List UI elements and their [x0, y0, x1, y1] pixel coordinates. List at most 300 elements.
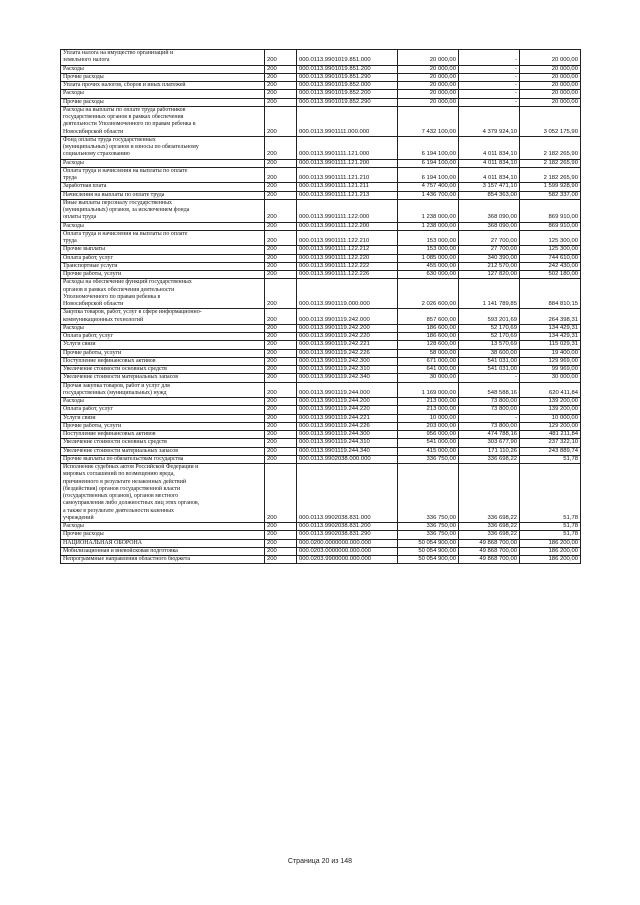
- row-exec-cell: 49 868 700,00: [459, 547, 520, 555]
- row-plan-cell: 671 000,00: [398, 357, 459, 365]
- row-plan-cell: 186 600,00: [398, 333, 459, 341]
- row-code-cell: 200: [265, 309, 297, 325]
- row-plan-cell: 541 000,00: [398, 439, 459, 447]
- table-row: [61, 106, 581, 136]
- row-name-cell: Иные выплаты персоналу государственных (муниципальных) органов, за исключением фонда оплаты труда: [61, 199, 265, 222]
- row-plan-cell: 20 000,00: [398, 82, 459, 90]
- row-kbk-cell: 000.0113.9902038.831.000: [297, 464, 398, 523]
- table-row: [61, 191, 581, 199]
- table-row: [61, 73, 581, 81]
- row-name-cell: Расходы на выплаты по оплате труда работников государственных органов в рамках обеспечения деятельности Уполномоченного по правам ребенка в Новосибирской области: [61, 106, 265, 136]
- row-code-cell: 200: [265, 230, 297, 246]
- table-row: [61, 279, 581, 309]
- row-name-cell: Оплата работ, услуг: [61, 333, 265, 341]
- table-row: [61, 309, 581, 325]
- row-rest-cell: 744 610,00: [520, 254, 581, 262]
- row-kbk-cell: 000.0113.9901119.244.000: [297, 382, 398, 398]
- row-code-cell: 200: [265, 98, 297, 106]
- table-row: [61, 374, 581, 382]
- row-kbk-cell: 000.0113.9901111.121.200: [297, 159, 398, 167]
- table-row: [61, 547, 581, 555]
- row-plan-cell: 213 000,00: [398, 398, 459, 406]
- row-exec-cell: -: [459, 73, 520, 81]
- row-kbk-cell: 000.0113.9901111.122.200: [297, 222, 398, 230]
- row-kbk-cell: 000.0113.9901119.242.340: [297, 374, 398, 382]
- table-row: [61, 333, 581, 341]
- row-exec-cell: 212 570,00: [459, 262, 520, 270]
- row-code-cell: 200: [265, 366, 297, 374]
- row-rest-cell: 134 429,31: [520, 333, 581, 341]
- row-code-cell: 200: [265, 464, 297, 523]
- row-kbk-cell: 000.0113.9902038.000.000: [297, 455, 398, 463]
- row-rest-cell: 869 910,00: [520, 199, 581, 222]
- table-row: [61, 556, 581, 564]
- row-kbk-cell: 000.0113.9901119.242.221: [297, 341, 398, 349]
- row-name-cell: Уплата прочих налогов, сборов и иных платежей: [61, 82, 265, 90]
- row-kbk-cell: 000.0113.9901019.852.000: [297, 82, 398, 90]
- row-rest-cell: 30 000,00: [520, 374, 581, 382]
- row-plan-cell: 1 436 700,00: [398, 191, 459, 199]
- row-rest-cell: 139 200,00: [520, 406, 581, 414]
- page-footer: Страница 20 из 148: [287, 858, 353, 865]
- row-kbk-cell: 000.0113.9901111.121.211: [297, 183, 398, 191]
- row-code-cell: 200: [265, 73, 297, 81]
- row-exec-cell: 541 031,00: [459, 357, 520, 365]
- row-code-cell: 200: [265, 398, 297, 406]
- table-row: [61, 222, 581, 230]
- row-name-cell: Поступление нефинансовых активов: [61, 357, 265, 365]
- row-name-cell: Оплата труда и начисления на выплаты по оплате труда: [61, 167, 265, 183]
- row-exec-cell: 73 800,00: [459, 422, 520, 430]
- row-plan-cell: 1 085 000,00: [398, 254, 459, 262]
- row-name-cell: Расходы на обеспечение функций государственных органов в рамках обеспечения деятельности Уполномоченного по правам ребенка в Новосибирской области: [61, 279, 265, 309]
- row-code-cell: 200: [265, 455, 297, 463]
- row-plan-cell: 455 000,00: [398, 262, 459, 270]
- row-name-cell: Исполнение судебных актов Российской Федерации и мировых соглашений по возмещению вреда, причиненного в результате незаконных действий (бездействия) органов государственной власти (государственных органов), органов местного самоуправления либо должностных лиц этих органов, а также в результате деятельности казенных учреждений: [61, 464, 265, 523]
- row-plan-cell: 336 750,00: [398, 531, 459, 539]
- table-row: [61, 98, 581, 106]
- row-name-cell: Услуги связи: [61, 414, 265, 422]
- row-name-cell: Оплата работ, услуг: [61, 406, 265, 414]
- row-kbk-cell: 000.0113.9901019.852.290: [297, 98, 398, 106]
- row-exec-cell: 548 588,16: [459, 382, 520, 398]
- row-exec-cell: -: [459, 414, 520, 422]
- row-kbk-cell: 000.0113.9902038.831.200: [297, 523, 398, 531]
- row-name-cell: Расходы: [61, 65, 265, 73]
- row-kbk-cell: 000.0113.9901119.244.226: [297, 422, 398, 430]
- row-rest-cell: 20 000,00: [520, 73, 581, 81]
- row-rest-cell: 186 200,00: [520, 556, 581, 564]
- row-code-cell: 200: [265, 106, 297, 136]
- row-name-cell: Уплата налога на имущество организаций и земельного налога: [61, 50, 265, 66]
- row-rest-cell: 2 182 265,90: [520, 136, 581, 159]
- row-kbk-cell: 000.0203.9900000.000.000: [297, 556, 398, 564]
- row-rest-cell: 186 200,00: [520, 539, 581, 547]
- table-row: [61, 431, 581, 439]
- row-rest-cell: 139 200,00: [520, 398, 581, 406]
- row-rest-cell: 125 300,00: [520, 246, 581, 254]
- row-rest-cell: 502 180,00: [520, 271, 581, 279]
- row-name-cell: Мобилизационная и вневойсковая подготовка: [61, 547, 265, 555]
- row-name-cell: Прочие расходы: [61, 73, 265, 81]
- row-code-cell: 200: [265, 82, 297, 90]
- row-plan-cell: 128 600,00: [398, 341, 459, 349]
- table-row: [61, 455, 581, 463]
- row-exec-cell: -: [459, 374, 520, 382]
- row-rest-cell: 186 200,00: [520, 547, 581, 555]
- table-row: [61, 230, 581, 246]
- row-plan-cell: 1 238 000,00: [398, 199, 459, 222]
- table-row: [61, 414, 581, 422]
- row-rest-cell: 51,78: [520, 455, 581, 463]
- row-exec-cell: 49 868 700,00: [459, 556, 520, 564]
- row-code-cell: 200: [265, 183, 297, 191]
- row-code-cell: 200: [265, 279, 297, 309]
- row-name-cell: Увеличение стоимости основных средств: [61, 439, 265, 447]
- row-kbk-cell: 000.0113.9901111.122.220: [297, 254, 398, 262]
- row-code-cell: 200: [265, 431, 297, 439]
- row-kbk-cell: 000.0113.9901119.244.310: [297, 439, 398, 447]
- row-plan-cell: 50 054 900,00: [398, 556, 459, 564]
- row-name-cell: Оплата работ, услуг: [61, 254, 265, 262]
- row-rest-cell: 1 599 928,90: [520, 183, 581, 191]
- table-row: [61, 406, 581, 414]
- row-code-cell: 200: [265, 447, 297, 455]
- row-exec-cell: 336 698,22: [459, 464, 520, 523]
- row-kbk-cell: 000.0113.9901119.242.000: [297, 309, 398, 325]
- row-exec-cell: 368 090,00: [459, 222, 520, 230]
- row-rest-cell: 51,78: [520, 464, 581, 523]
- row-exec-cell: 73 800,00: [459, 398, 520, 406]
- table-row: [61, 382, 581, 398]
- row-plan-cell: 7 432 100,00: [398, 106, 459, 136]
- row-plan-cell: 336 750,00: [398, 523, 459, 531]
- row-name-cell: Расходы: [61, 90, 265, 98]
- row-rest-cell: 2 182 265,90: [520, 159, 581, 167]
- row-rest-cell: 20 000,00: [520, 90, 581, 98]
- row-rest-cell: 3 052 175,90: [520, 106, 581, 136]
- row-code-cell: 200: [265, 374, 297, 382]
- row-name-cell: Прочие работы, услуги: [61, 271, 265, 279]
- row-exec-cell: 38 600,00: [459, 349, 520, 357]
- table-row: [61, 199, 581, 222]
- row-code-cell: 200: [265, 539, 297, 547]
- row-plan-cell: 186 600,00: [398, 324, 459, 332]
- row-name-cell: Расходы: [61, 222, 265, 230]
- row-kbk-cell: 000.0113.9901019.852.200: [297, 90, 398, 98]
- row-exec-cell: 27 700,00: [459, 246, 520, 254]
- row-code-cell: 200: [265, 556, 297, 564]
- table-row: [61, 271, 581, 279]
- row-rest-cell: 10 000,00: [520, 414, 581, 422]
- row-kbk-cell: 000.0113.9901119.242.220: [297, 333, 398, 341]
- table-row: [61, 539, 581, 547]
- table-row: [61, 183, 581, 191]
- row-code-cell: 200: [265, 254, 297, 262]
- row-exec-cell: 336 698,22: [459, 531, 520, 539]
- row-kbk-cell: 000.0113.9901119.000.000: [297, 279, 398, 309]
- row-kbk-cell: 000.0113.9901119.244.220: [297, 406, 398, 414]
- row-name-cell: Увеличение стоимости материальных запасов: [61, 374, 265, 382]
- row-name-cell: Оплата труда и начисления на выплаты по оплате труда: [61, 230, 265, 246]
- row-name-cell: Фонд оплаты труда государственных (муниципальных) органов и взносы по обязательному социальному страхованию: [61, 136, 265, 159]
- row-plan-cell: 20 000,00: [398, 90, 459, 98]
- row-rest-cell: 264 398,31: [520, 309, 581, 325]
- table-row: [61, 324, 581, 332]
- row-rest-cell: 237 322,10: [520, 439, 581, 447]
- row-code-cell: 200: [265, 349, 297, 357]
- row-rest-cell: 99 969,00: [520, 366, 581, 374]
- row-plan-cell: 20 000,00: [398, 50, 459, 66]
- row-code-cell: 200: [265, 414, 297, 422]
- row-exec-cell: 27 700,00: [459, 230, 520, 246]
- row-plan-cell: 20 000,00: [398, 65, 459, 73]
- row-exec-cell: -: [459, 98, 520, 106]
- row-kbk-cell: 000.0113.9901019.851.000: [297, 50, 398, 66]
- row-code-cell: 200: [265, 167, 297, 183]
- row-kbk-cell: 000.0113.9901019.851.200: [297, 65, 398, 73]
- row-plan-cell: 641 000,00: [398, 366, 459, 374]
- row-name-cell: Прочие выплаты: [61, 246, 265, 254]
- row-plan-cell: 10 000,00: [398, 414, 459, 422]
- row-plan-cell: 415 000,00: [398, 447, 459, 455]
- row-kbk-cell: 000.0113.9901111.122.226: [297, 271, 398, 279]
- row-code-cell: 200: [265, 65, 297, 73]
- row-code-cell: 200: [265, 271, 297, 279]
- budget-table-body: [61, 50, 581, 564]
- row-exec-cell: 127 820,00: [459, 271, 520, 279]
- row-plan-cell: 50 054 900,00: [398, 539, 459, 547]
- row-kbk-cell: 000.0113.9901119.242.310: [297, 366, 398, 374]
- row-exec-cell: 4 011 834,10: [459, 167, 520, 183]
- row-rest-cell: 51,78: [520, 523, 581, 531]
- row-kbk-cell: 000.0113.9901111.122.222: [297, 262, 398, 270]
- row-kbk-cell: 000.0113.9901111.121.000: [297, 136, 398, 159]
- row-plan-cell: 1 238 000,00: [398, 222, 459, 230]
- table-row: [61, 422, 581, 430]
- row-rest-cell: 243 889,74: [520, 447, 581, 455]
- row-exec-cell: -: [459, 65, 520, 73]
- row-exec-cell: 340 390,00: [459, 254, 520, 262]
- row-rest-cell: 134 429,31: [520, 324, 581, 332]
- row-exec-cell: -: [459, 82, 520, 90]
- row-rest-cell: 869 910,00: [520, 222, 581, 230]
- row-rest-cell: 129 969,00: [520, 357, 581, 365]
- row-name-cell: Увеличение стоимости материальных запасов: [61, 447, 265, 455]
- row-code-cell: 200: [265, 246, 297, 254]
- row-kbk-cell: 000.0113.9901111.122.212: [297, 246, 398, 254]
- row-name-cell: Прочие работы, услуги: [61, 349, 265, 357]
- row-code-cell: 200: [265, 357, 297, 365]
- row-plan-cell: 6 194 100,00: [398, 136, 459, 159]
- row-name-cell: Непрограммные направления областного бюджета: [61, 556, 265, 564]
- row-rest-cell: 115 029,31: [520, 341, 581, 349]
- table-row: [61, 439, 581, 447]
- row-name-cell: Прочие расходы: [61, 98, 265, 106]
- row-rest-cell: 20 000,00: [520, 98, 581, 106]
- table-row: [61, 366, 581, 374]
- row-plan-cell: 153 000,00: [398, 246, 459, 254]
- row-name-cell: Заработная плата: [61, 183, 265, 191]
- row-name-cell: Расходы: [61, 523, 265, 531]
- table-row: [61, 65, 581, 73]
- row-exec-cell: 368 090,00: [459, 199, 520, 222]
- row-exec-cell: 171 110,26: [459, 447, 520, 455]
- row-rest-cell: 884 810,15: [520, 279, 581, 309]
- row-kbk-cell: 000.0113.9901119.242.300: [297, 357, 398, 365]
- row-code-cell: 200: [265, 531, 297, 539]
- row-exec-cell: 336 698,22: [459, 523, 520, 531]
- row-plan-cell: 857 600,00: [398, 309, 459, 325]
- row-name-cell: Услуги связи: [61, 341, 265, 349]
- row-name-cell: Увеличение стоимости основных средств: [61, 366, 265, 374]
- row-exec-cell: 52 170,69: [459, 324, 520, 332]
- row-exec-cell: 49 868 700,00: [459, 539, 520, 547]
- row-kbk-cell: 000.0113.9901119.244.221: [297, 414, 398, 422]
- table-row: [61, 159, 581, 167]
- row-kbk-cell: 000.0113.9901119.242.200: [297, 324, 398, 332]
- row-rest-cell: 125 300,00: [520, 230, 581, 246]
- row-code-cell: 200: [265, 222, 297, 230]
- row-rest-cell: 620 411,84: [520, 382, 581, 398]
- table-row: [61, 398, 581, 406]
- row-rest-cell: 20 000,00: [520, 50, 581, 66]
- row-kbk-cell: 000.0113.9901119.244.300: [297, 431, 398, 439]
- row-rest-cell: 20 000,00: [520, 65, 581, 73]
- row-code-cell: 200: [265, 547, 297, 555]
- row-plan-cell: 6 194 100,00: [398, 167, 459, 183]
- row-name-cell: Транспортные услуги: [61, 262, 265, 270]
- row-exec-cell: 1 141 789,85: [459, 279, 520, 309]
- row-code-cell: 200: [265, 422, 297, 430]
- table-row: [61, 82, 581, 90]
- row-kbk-cell: 000.0113.9901119.244.200: [297, 398, 398, 406]
- row-kbk-cell: 000.0113.9901119.242.226: [297, 349, 398, 357]
- row-plan-cell: 153 000,00: [398, 230, 459, 246]
- row-exec-cell: -: [459, 50, 520, 66]
- table-row: [61, 447, 581, 455]
- budget-table: [60, 49, 581, 564]
- row-exec-cell: 854 363,00: [459, 191, 520, 199]
- row-exec-cell: 541 031,00: [459, 366, 520, 374]
- table-row: [61, 50, 581, 66]
- row-plan-cell: 30 000,00: [398, 374, 459, 382]
- row-plan-cell: 956 000,00: [398, 431, 459, 439]
- row-rest-cell: 51,78: [520, 531, 581, 539]
- row-exec-cell: 4 379 924,10: [459, 106, 520, 136]
- row-exec-cell: 303 677,90: [459, 439, 520, 447]
- row-plan-cell: 6 194 100,00: [398, 159, 459, 167]
- row-exec-cell: 4 011 834,10: [459, 136, 520, 159]
- row-code-cell: 200: [265, 406, 297, 414]
- table-row: [61, 349, 581, 357]
- row-name-cell: Прочие работы, услуги: [61, 422, 265, 430]
- row-kbk-cell: 000.0113.9901111.122.210: [297, 230, 398, 246]
- table-row: [61, 90, 581, 98]
- table-row: [61, 531, 581, 539]
- row-rest-cell: 20 000,00: [520, 82, 581, 90]
- table-row: [61, 464, 581, 523]
- row-code-cell: 200: [265, 159, 297, 167]
- row-kbk-cell: 000.0113.9901111.122.000: [297, 199, 398, 222]
- row-name-cell: Прочие расходы: [61, 531, 265, 539]
- row-name-cell: Закупка товаров, работ, услуг в сфере информационно- коммуникационных технологий: [61, 309, 265, 325]
- row-kbk-cell: 000.0113.9901111.121.213: [297, 191, 398, 199]
- row-kbk-cell: 000.0113.9901119.244.340: [297, 447, 398, 455]
- row-rest-cell: 19 400,00: [520, 349, 581, 357]
- row-kbk-cell: 000.0203.0000000.000.000: [297, 547, 398, 555]
- row-rest-cell: 129 200,00: [520, 422, 581, 430]
- row-exec-cell: 336 698,22: [459, 455, 520, 463]
- row-name-cell: НАЦИОНАЛЬНАЯ ОБОРОНА: [61, 539, 265, 547]
- row-kbk-cell: 000.0113.9901019.851.290: [297, 73, 398, 81]
- row-plan-cell: 20 000,00: [398, 73, 459, 81]
- table-row: [61, 357, 581, 365]
- row-plan-cell: 1 169 000,00: [398, 382, 459, 398]
- row-plan-cell: 336 750,00: [398, 455, 459, 463]
- row-code-cell: 200: [265, 50, 297, 66]
- row-exec-cell: 3 157 471,10: [459, 183, 520, 191]
- row-rest-cell: 242 430,00: [520, 262, 581, 270]
- row-rest-cell: 2 182 265,90: [520, 167, 581, 183]
- row-kbk-cell: 000.0200.0000000.000.000: [297, 539, 398, 547]
- row-code-cell: 200: [265, 90, 297, 98]
- row-name-cell: Начисления на выплаты по оплате труда: [61, 191, 265, 199]
- row-code-cell: 200: [265, 262, 297, 270]
- row-kbk-cell: 000.0113.9902038.831.290: [297, 531, 398, 539]
- row-name-cell: Расходы: [61, 398, 265, 406]
- row-plan-cell: 20 000,00: [398, 98, 459, 106]
- row-name-cell: Прочие выплаты по обязательствам государства: [61, 455, 265, 463]
- row-name-cell: Прочая закупка товаров, работ и услуг для государственных (муниципальных) нужд: [61, 382, 265, 398]
- row-exec-cell: 13 570,69: [459, 341, 520, 349]
- row-plan-cell: 203 000,00: [398, 422, 459, 430]
- row-code-cell: 200: [265, 382, 297, 398]
- row-exec-cell: 474 788,16: [459, 431, 520, 439]
- row-kbk-cell: 000.0113.9901111.121.210: [297, 167, 398, 183]
- table-row: [61, 167, 581, 183]
- row-code-cell: 200: [265, 439, 297, 447]
- row-code-cell: 200: [265, 199, 297, 222]
- row-exec-cell: 4 011 834,10: [459, 159, 520, 167]
- row-name-cell: Поступление нефинансовых активов: [61, 431, 265, 439]
- row-code-cell: 200: [265, 136, 297, 159]
- row-plan-cell: 630 000,00: [398, 271, 459, 279]
- row-plan-cell: 4 757 400,00: [398, 183, 459, 191]
- row-exec-cell: 593 201,69: [459, 309, 520, 325]
- row-code-cell: 200: [265, 523, 297, 531]
- row-rest-cell: 582 337,00: [520, 191, 581, 199]
- row-plan-cell: 336 750,00: [398, 464, 459, 523]
- row-code-cell: 200: [265, 341, 297, 349]
- row-exec-cell: 73 800,00: [459, 406, 520, 414]
- table-row: [61, 246, 581, 254]
- row-rest-cell: 481 211,84: [520, 431, 581, 439]
- row-plan-cell: 58 000,00: [398, 349, 459, 357]
- row-plan-cell: 213 000,00: [398, 406, 459, 414]
- table-row: [61, 254, 581, 262]
- row-code-cell: 200: [265, 324, 297, 332]
- row-name-cell: Расходы: [61, 324, 265, 332]
- row-kbk-cell: 000.0113.9901111.000.000: [297, 106, 398, 136]
- row-code-cell: 200: [265, 191, 297, 199]
- row-name-cell: Расходы: [61, 159, 265, 167]
- table-row: [61, 136, 581, 159]
- table-row: [61, 262, 581, 270]
- row-plan-cell: 2 026 600,00: [398, 279, 459, 309]
- row-exec-cell: 52 170,69: [459, 333, 520, 341]
- table-row: [61, 523, 581, 531]
